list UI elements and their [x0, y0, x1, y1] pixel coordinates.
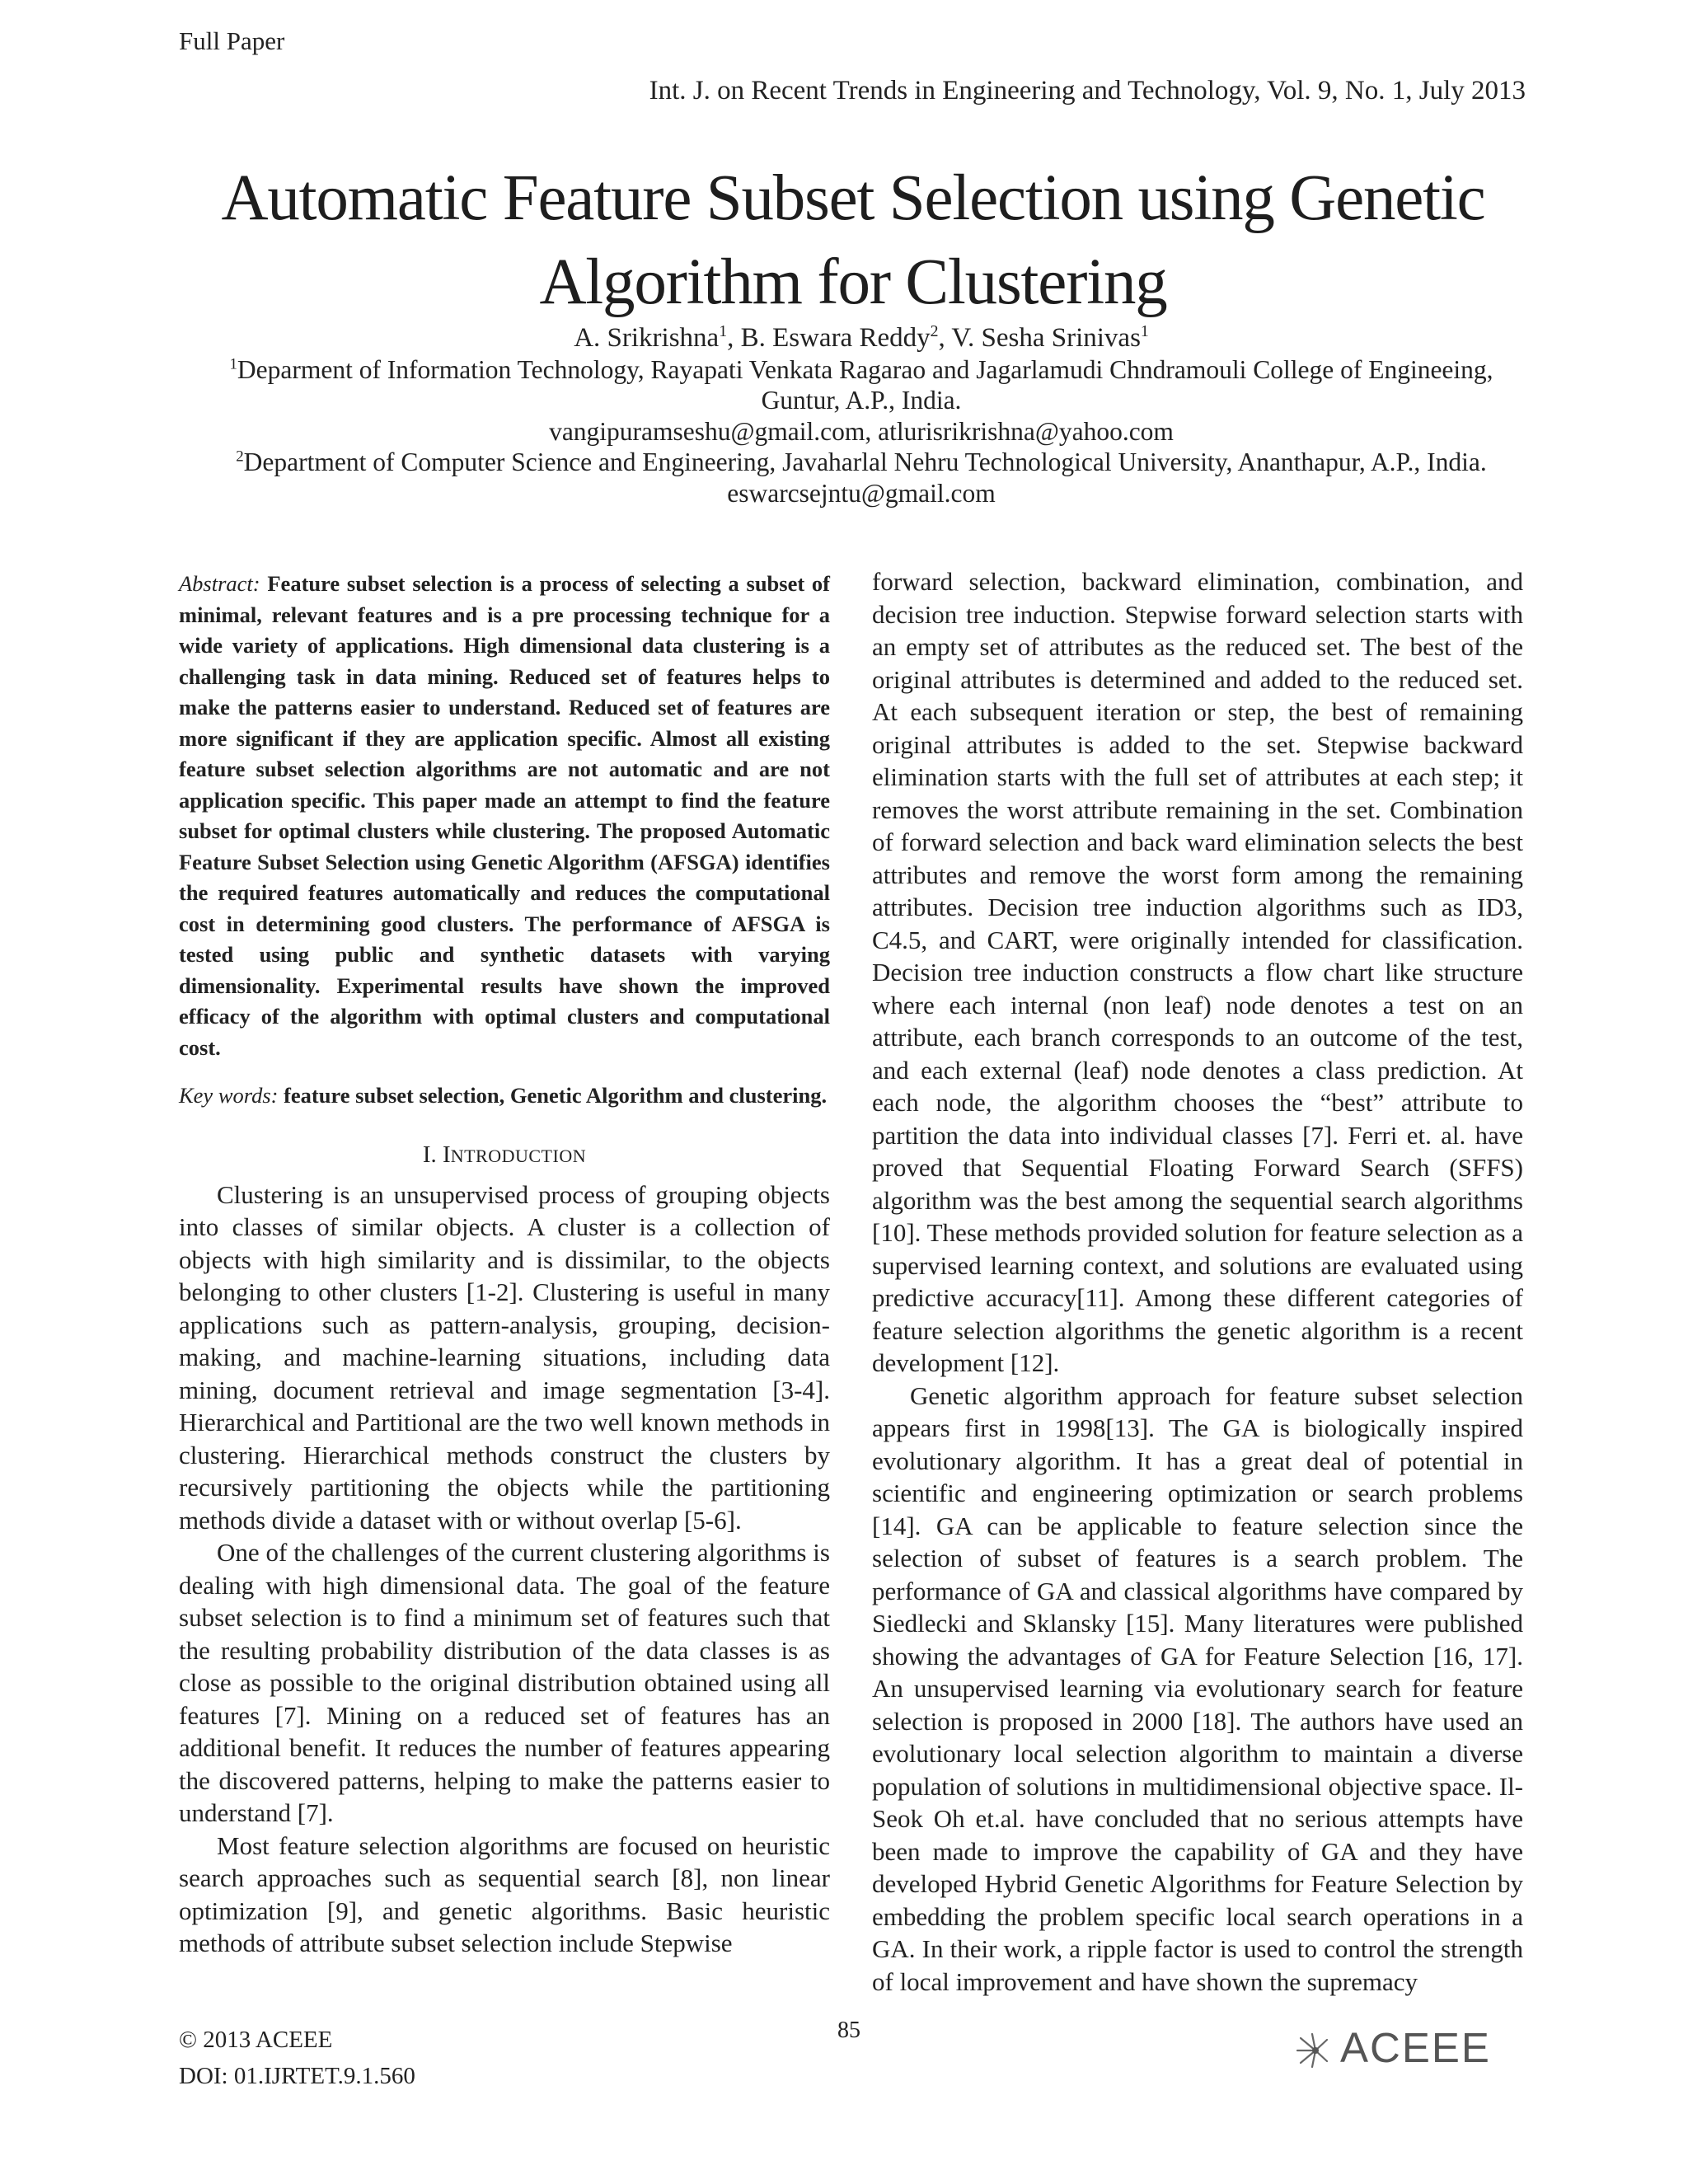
affiliation-mark: 1	[1140, 322, 1149, 340]
affiliation-mark: 2	[236, 448, 244, 466]
paper-title	[115, 157, 1591, 325]
body-paragraph: Most feature selection algorithms are focused on heuristic search approaches such as sequential search [8], non linear optimization [9], and genetic algorithms. Basic heuristic methods of attribute subset selection include Stepwise	[179, 1830, 830, 1957]
keywords-label: Key words:	[179, 1083, 279, 1108]
affiliation-2	[165, 447, 1558, 478]
affiliation-mark: 1	[229, 355, 237, 373]
section-heading	[179, 1141, 830, 1169]
page-number: 85	[837, 2018, 860, 2043]
author-list: A. Srikrishna$^1$, B. Eswara Reddy$^2$, V. Sesha Srinivas$^1$	[574, 322, 1149, 353]
author-name: B. Eswara Reddy	[740, 323, 931, 353]
right-column	[872, 569, 1523, 1998]
star-icon	[1292, 2032, 1339, 2069]
doi: DOI: 01.IJRTET.9.1.560	[179, 2063, 415, 2089]
affiliation-mark: 1	[719, 322, 728, 340]
title-line-2: Algorithm for Clustering	[539, 246, 1167, 318]
affiliation-text: Department of Computer Science and Engineering, Javaharlal Nehru Technological University, Ananthapur, A.P., India.	[243, 448, 1487, 476]
section-title-rest: NTRODUCTION	[450, 1145, 587, 1166]
affiliation-text: Deparment of Information Technology, Rayapati Venkata Ragarao and Jagarlamudi Chndramouli College of Engineeing,	[237, 354, 1493, 384]
affiliation-1-location: Guntur, A.P., India.	[761, 386, 962, 415]
abstract	[179, 569, 830, 1063]
section-number: I.	[422, 1141, 437, 1168]
keywords-text: feature subset selection, Genetic Algorithm and clustering.	[284, 1083, 828, 1108]
body-paragraph: forward selection, backward elimination, combination, and decision tree induction. Stepwise forward selection starts with an empty set of attributes as the reduced set. The best of the original attributes is determined and added to the reduced set. At each subsequent iteration or step, the best of remaining original attributes is added to the set. Stepwise backward elimination starts with the full set of attributes at each step; it removes the worst attribute remaining in the set. Combination of forward selection and back ward elimination selects the best attributes and remove the worst form among the remaining attributes. Decision tree induction algorithms such as ID3, C4.5, and CART, were originally intended for classification. Decision tree induction constructs a flow chart like structure where each internal (non leaf) node denotes a test on an attribute, each branch corresponds to an outcome of the test, and each external (leaf) node denotes a class prediction. At each node, the algorithm chooses the “best” attribute to partition the data into individual classes [7]. Ferri et. al. have proved that Sequential Floating Forward Search (SFFS) algorithm was the best among the sequential search algorithms [10]. These methods provided solution for feature selection as a supervised learning context, and solutions are evaluated using predictive accuracy[11]. Among these different categories of feature selection algorithms the genetic algorithm is a recent development [12].	[872, 567, 1523, 1377]
abstract-label: Abstract:	[179, 571, 260, 596]
front-matter	[165, 323, 1558, 509]
body-paragraph: Clustering is an unsupervised process of grouping objects into classes of similar objects. A cluster is a collection of objects with high similarity and is dissimilar, to the objects belonging to other clusters [1-2]. Clustering is useful in many applications such as pattern-analysis, grouping, decision-making, and machine-learning situations, including data mining, document retrieval and image segmentation [3-4]. Hierarchical and Partitional are the two well known methods in clustering. Hierarchical methods construct the clusters by recursively partitioning the objects while the partitioning methods divide a dataset with or without overlap [5-6].	[179, 1179, 830, 1535]
logo-wordmark: ACEEE	[1340, 2024, 1491, 2071]
aceee-logo	[1292, 2023, 1523, 2073]
body-paragraph: One of the challenges of the current clustering algorithms is dealing with high dimensional data. The goal of the feature subset selection is to find a minimum set of features such that the resulting probability distribution of the data classes is as close as possible to the original distribution obtained using all features [7]. Mining on a reduced set of features has an additional benefit. It reduces the number of features appearing the discovered patterns, helping to make the patterns easier to understand [7].	[179, 1538, 830, 1827]
author-name: A. Srikrishna	[574, 323, 720, 353]
body-paragraph: Genetic algorithm approach for feature subset selection appears first in 1998[13]. The GA is biologically inspired evolutionary algorithm. It has a great deal of potential in scientific and engineering optimization or search problems [14]. GA can be applicable to feature selection since the selection of subset of features is a search problem. The performance of GA and classical algorithms have compared by Siedlecki and Sklansky [15]. Many literatures were published showing the advantages of GA for Feature Selection [16, 17]. An unsupervised learning via evolutionary search for feature selection is proposed in 2000 [18]. The authors have used an evolutionary local selection algorithm to maintain a diverse population of solutions in multidimensional objective space. Il-Seok Oh et.al. have concluded that no serious attempts have been made to improve the capability of GA and they have developed Hybrid Genetic Algorithms for Feature Selection by embedding the problem specific local search operations in a GA. In their work, a ripple factor is used to control the strength of local improvement and have shown the supremacy	[872, 1380, 1523, 1996]
author-name: V. Sesha Srinivas	[951, 323, 1141, 353]
affiliation-mark: 2	[930, 322, 939, 340]
keywords	[179, 1080, 830, 1112]
journal-citation: Int. J. on Recent Trends in Engineering and Technology, Vol. 9, No. 1, July 2013	[649, 76, 1526, 105]
affiliation-1-email: vangipuramseshu@gmail.com, atlurisrikrishna@yahoo.com	[549, 416, 1174, 446]
affiliation-1	[165, 354, 1558, 386]
section-title-initial: I	[443, 1141, 451, 1168]
title-line-1: Automatic Feature Subset Selection using Genetic	[221, 162, 1485, 234]
affiliation-2-email: eswarcsejntu@gmail.com	[727, 478, 996, 508]
left-column	[179, 569, 830, 1960]
abstract-text: Feature subset selection is a process of selecting a subset of minimal, relevant features and is a pre processing technique for a wide variety of applications. High dimensional data clustering is a challenging task in data mining. Reduced set of features helps to make the patterns easier to understand. Reduced set of features are more significant if they are application specific. Almost all existing feature subset selection algorithms are not automatic and are not application specific. This paper made an attempt to find the feature subset for optimal clusters while clustering. The proposed Automatic Feature Subset Selection using Genetic Algorithm (AFSGA) identifies the required features automatically and reduces the computational cost in determining good clusters. The performance of AFSGA is tested using public and synthetic datasets with varying dimensionality. Experimental results have shown the improved efficacy of the algorithm with optimal clusters and computational cost.	[179, 571, 831, 1060]
footer-left	[179, 2022, 415, 2094]
running-head: Full Paper	[179, 26, 285, 55]
copyright-notice: © 2013 ACEEE	[179, 2027, 333, 2053]
